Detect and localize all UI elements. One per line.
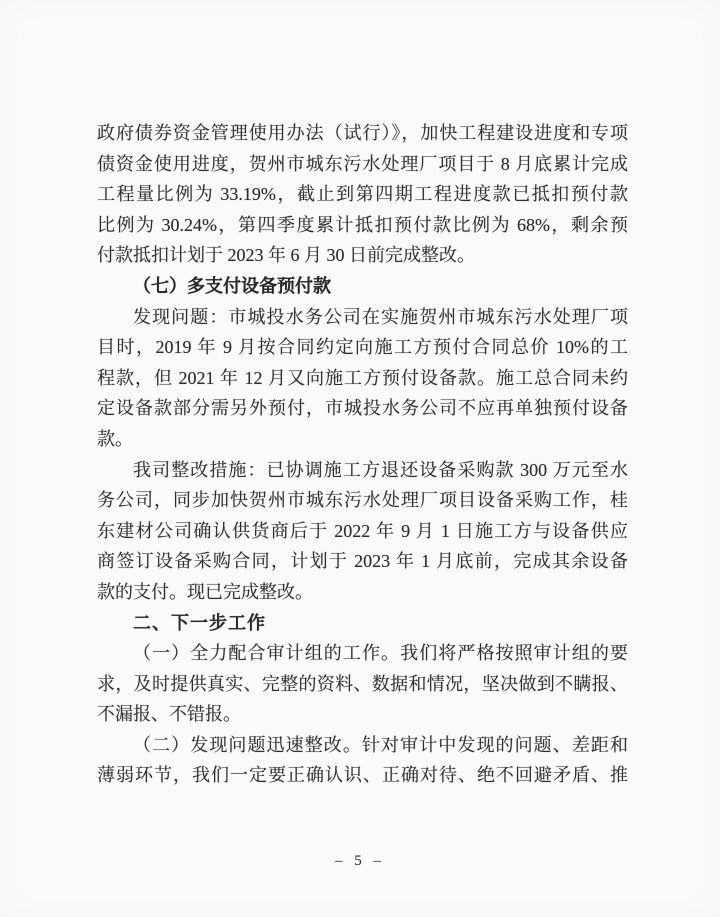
- text-line: 目时，2019 年 9 月按合同约定向施工方预付合同总价 10%的工: [97, 337, 628, 358]
- text-line: 我司整改措施：已协调施工方退还设备采购款 300 万元至水: [133, 459, 628, 480]
- section-heading: （七）多支付设备预付款: [133, 275, 331, 296]
- text-line: 商签订设备采购合同，计划于 2023 年 1 月底前，完成其余设备: [97, 551, 628, 572]
- document-body: [97, 118, 628, 791]
- section-heading: 二、下一步工作: [133, 612, 266, 633]
- text-line: （一）全力配合审计组的工作。我们将严格按照审计组的要: [133, 643, 628, 664]
- text-line: 付款抵扣计划于 2023 年 6 月 30 日前完成整改。: [97, 245, 475, 266]
- page-number: – 5 –: [335, 853, 385, 869]
- text-line: 发现问题：市城投水务公司在实施贺州市城东污水处理厂项: [133, 306, 628, 327]
- text-line: （二）发现问题迅速整改。针对审计中发现的问题、差距和: [133, 734, 628, 755]
- text-line: 定设备款部分需另外预付，市城投水务公司不应再单独预付设备: [97, 398, 628, 419]
- text-line: 政府债券资金管理使用办法（试行）》，加快工程建设进度和专项: [97, 123, 628, 143]
- text-line: 东建材公司确认供货商后于 2022 年 9 月 1 日施工方与设备供应: [97, 520, 628, 541]
- text-line: 工程量比例为 33.19%，截止到第四期工程进度款已抵扣预付款: [97, 184, 628, 205]
- text-line: 求，及时提供真实、完整的资料、数据和情况，坚决做到不瞒报、: [97, 673, 628, 694]
- text-line: 债资金使用进度，贺州市城东污水处理厂项目于 8 月底累计完成: [97, 153, 628, 174]
- text-line: 款。: [97, 428, 133, 449]
- text-line: 务公司，同步加快贺州市城东污水处理厂项目设备采购工作，桂: [97, 490, 628, 511]
- text-line: 薄弱环节，我们一定要正确认识、正确对待、绝不回避矛盾、推: [97, 765, 628, 786]
- text-line: 款的支付。现已完成整改。: [97, 581, 313, 602]
- text-line: 比例为 30.24%，第四季度累计抵扣预付款比例为 68%，剩余预: [97, 214, 628, 235]
- text-line: 程款，但 2021 年 12 月又向施工方预付设备款。施工总合同未约: [97, 367, 628, 388]
- text-line: 不漏报、不错报。: [97, 704, 241, 725]
